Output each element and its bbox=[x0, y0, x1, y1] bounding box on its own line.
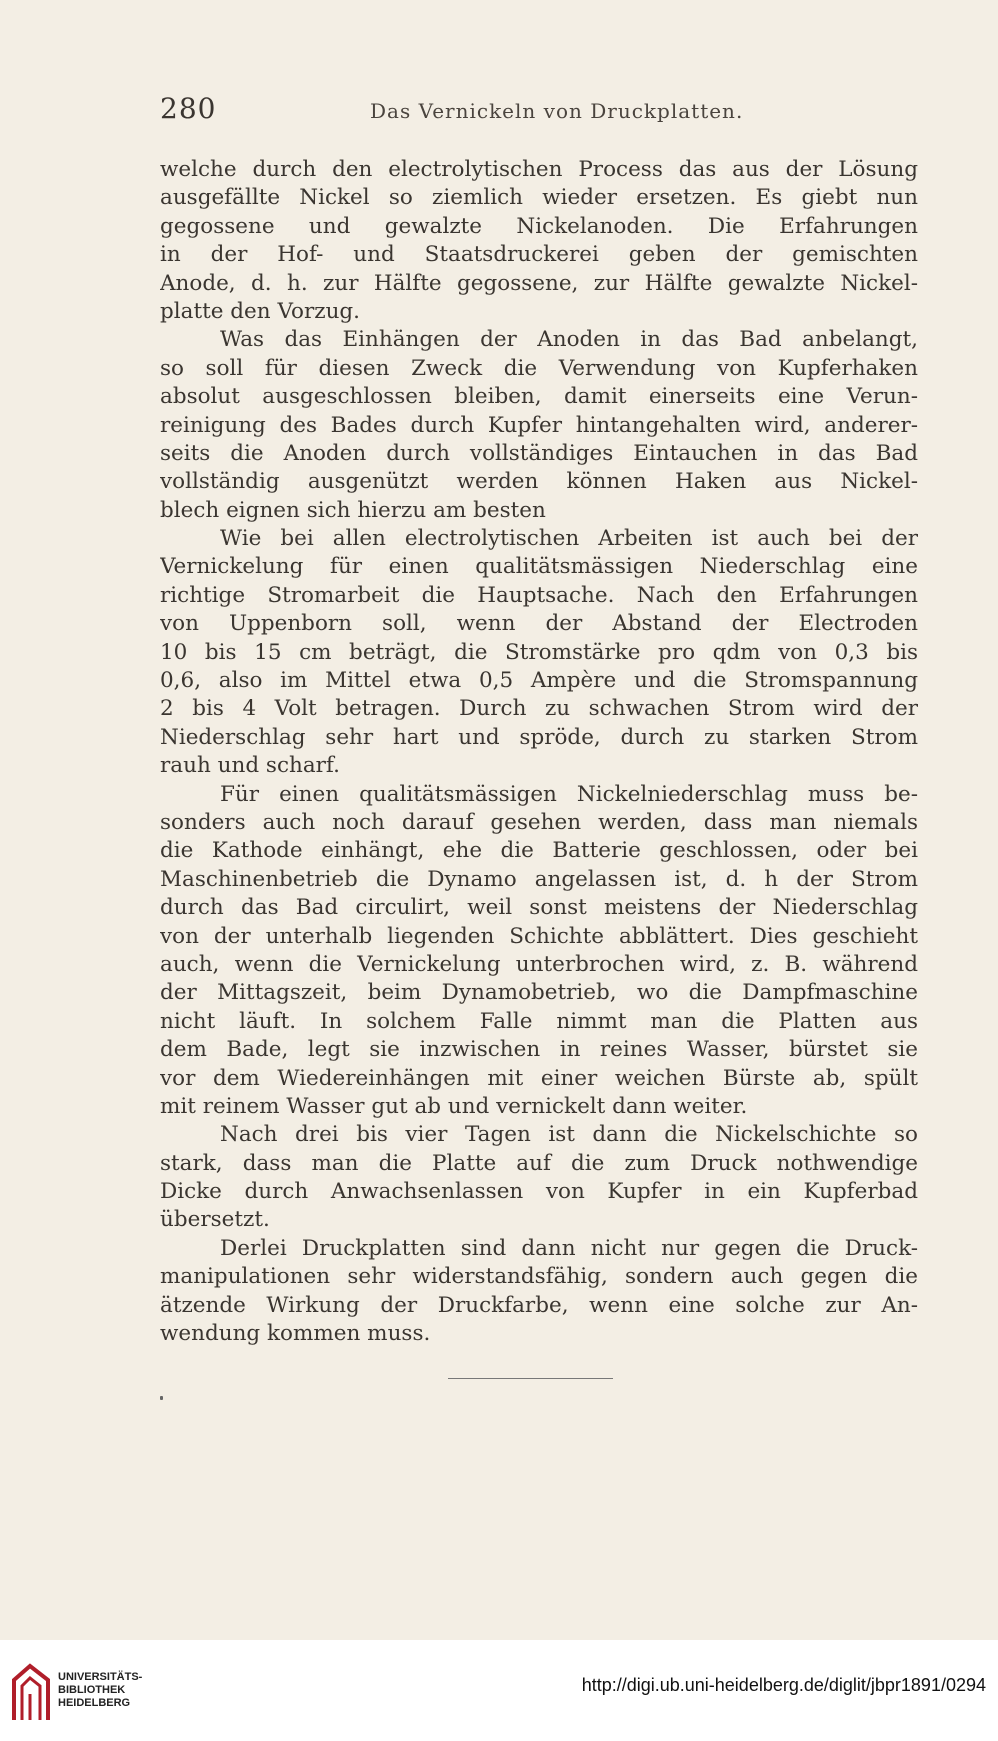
text-line: von Uppenborn soll, wenn der Abstand der Electroden bbox=[160, 611, 918, 637]
text-line: von der unterhalb liegenden Schichte abblättert. Dies geschieht bbox=[160, 923, 918, 949]
permalink-url[interactable]: http://digi.ub.uni-heidelberg.de/diglit/jbpr1891/0294 bbox=[581, 1675, 986, 1695]
text-line: Anode, d. h. zur Hälfte gegossene, zur Hälfte gewalzte Nickel- bbox=[160, 270, 918, 296]
library-name-line: UNIVERSITÄTS- bbox=[58, 1671, 143, 1683]
page-number: 280 bbox=[160, 92, 217, 125]
text-line: Niederschlag sehr hart und spröde, durch zu starken Strom bbox=[160, 724, 918, 750]
text-line: Nach drei bis vier Tagen ist dann die Nickelschichte so bbox=[220, 1122, 918, 1148]
library-logo-icon bbox=[10, 1660, 52, 1724]
text-line: Für einen qualitätsmässigen Nickelniederschlag muss be- bbox=[220, 781, 918, 807]
end-rule bbox=[448, 1378, 613, 1379]
text-line: dem Bade, legt sie inzwischen in reines Wasser, bürstet sie bbox=[160, 1037, 918, 1063]
text-line: stark, dass man die Platte auf die zum Druck nothwendige bbox=[160, 1150, 918, 1176]
text-line: in der Hof- und Staatsdruckerei geben der gemischten bbox=[160, 242, 918, 268]
ink-speck bbox=[160, 1396, 163, 1400]
text-line: vollständig ausgenützt werden können Haken aus Nickel- bbox=[160, 469, 918, 495]
text-line: wendung kommen muss. bbox=[160, 1321, 431, 1347]
text-line: sonders auch noch darauf gesehen werden, dass man niemals bbox=[160, 809, 918, 835]
running-title: Das Vernickeln von Druckplatten. bbox=[370, 99, 744, 123]
text-line: so soll für diesen Zweck die Verwendung von Kupferhaken bbox=[160, 355, 918, 381]
text-line: Vernickelung für einen qualitätsmässigen Niederschlag eine bbox=[160, 554, 918, 580]
text-line: ätzende Wirkung der Druckfarbe, wenn eine solche zur An- bbox=[160, 1292, 918, 1318]
text-line: Wie bei allen electrolytischen Arbeiten ist auch bei der bbox=[220, 526, 918, 552]
text-line: Derlei Druckplatten sind dann nicht nur gegen die Druck- bbox=[220, 1235, 918, 1261]
library-name-line: BIBLIOTHEK bbox=[58, 1684, 126, 1696]
footer-bar bbox=[0, 1640, 998, 1741]
text-line: 0,6, also im Mittel etwa 0,5 Ampère und die Stromspannung bbox=[160, 668, 918, 694]
text-line: welche durch den electrolytischen Process das aus der Lösung bbox=[160, 157, 918, 182]
library-name bbox=[58, 1671, 142, 1710]
text-line: vor dem Wiedereinhängen mit einer weichen Bürste ab, spült bbox=[160, 1065, 918, 1091]
text-line: Maschinenbetrieb die Dynamo angelassen ist, d. h der Strom bbox=[160, 866, 918, 892]
page-header bbox=[160, 92, 920, 132]
text-line: seits die Anoden durch vollständiges Eintauchen in das Bad bbox=[160, 440, 918, 466]
text-line: reinigung des Bades durch Kupfer hintangehalten wird, anderer- bbox=[160, 412, 918, 438]
text-line: platte den Vorzug. bbox=[160, 298, 361, 324]
text-line: ausgefällte Nickel so ziemlich wieder ersetzen. Es giebt nun bbox=[160, 185, 918, 211]
body-text bbox=[160, 156, 918, 1348]
text-line: richtige Stromarbeit die Hauptsache. Nach den Erfahrungen bbox=[160, 582, 918, 608]
text-line: manipulationen sehr widerstandsfähig, sondern auch gegen die bbox=[160, 1264, 918, 1290]
text-line: der Mittagszeit, beim Dynamobetrieb, wo die Dampfmaschine bbox=[160, 980, 918, 1006]
text-line: durch das Bad circulirt, weil sonst meistens der Niederschlag bbox=[160, 895, 918, 921]
text-line: übersetzt. bbox=[160, 1207, 270, 1233]
text-line: gegossene und gewalzte Nickelanoden. Die Erfahrungen bbox=[160, 213, 918, 239]
text-line: Was das Einhängen der Anoden in das Bad anbelangt, bbox=[220, 327, 918, 353]
text-line: rauh und scharf. bbox=[160, 753, 340, 779]
text-line: mit reinem Wasser gut ab und vernickelt dann weiter. bbox=[160, 1093, 748, 1119]
text-line: 2 bis 4 Volt betragen. Durch zu schwachen Strom wird der bbox=[160, 696, 918, 722]
text-line: 10 bis 15 cm beträgt, die Stromstärke pro qdm von 0,3 bis bbox=[160, 639, 918, 665]
text-line: blech eignen sich hierzu am besten bbox=[160, 497, 546, 523]
text-line: auch, wenn die Vernickelung unterbrochen wird, z. B. während bbox=[160, 951, 918, 977]
text-line: absolut ausgeschlossen bleiben, damit einerseits eine Verun- bbox=[160, 384, 918, 410]
text-line: Dicke durch Anwachsenlassen von Kupfer in ein Kupferbad bbox=[160, 1179, 918, 1205]
library-name-line: HEIDELBERG bbox=[58, 1697, 131, 1709]
text-line: die Kathode einhängt, ehe die Batterie geschlossen, oder bei bbox=[160, 838, 918, 864]
text-line: nicht läuft. In solchem Falle nimmt man die Platten aus bbox=[160, 1008, 918, 1034]
